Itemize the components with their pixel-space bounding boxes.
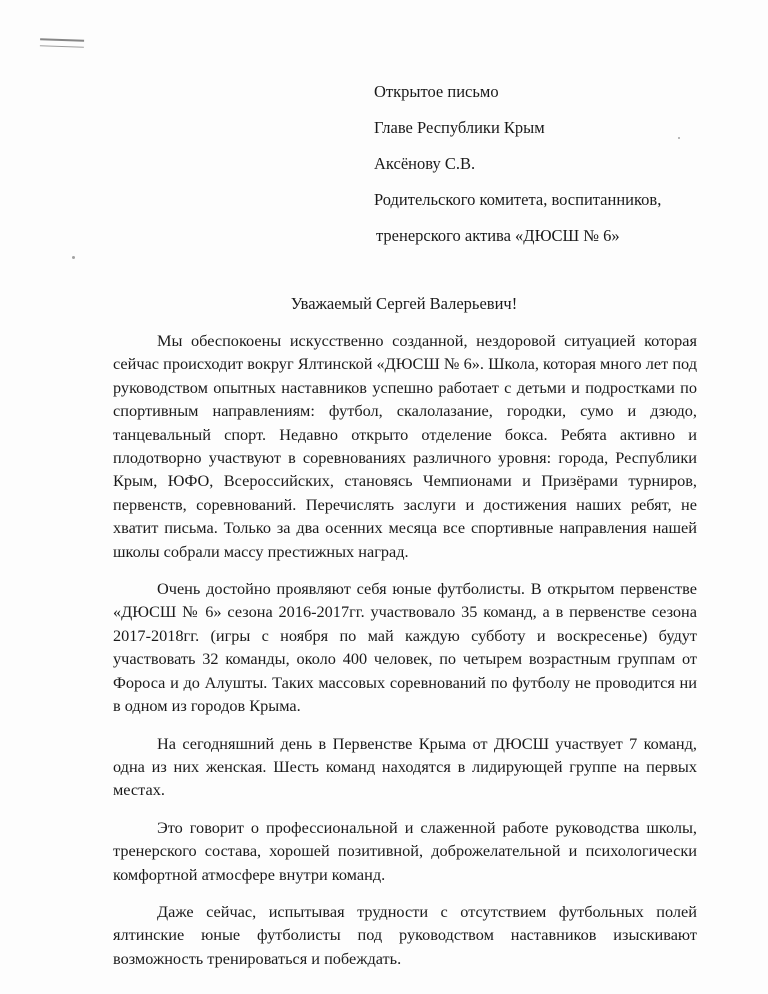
scan-mark bbox=[40, 38, 84, 48]
header-title: Открытое письмо bbox=[374, 82, 499, 101]
letter-body bbox=[113, 329, 697, 984]
paragraph: Очень достойно проявляют себя юные футболисты. В открытом первенстве «ДЮСШ № 6» сезона 2016-2017гг. участвовало 35 команд, а в первенстве сезона 2017-2018гг. (игры с ноября по май каждую субботу и воскресенье) будут участвовать 32 команды, около 400 человек, по четырем возрастным группам от Фороса и до Алушты. Таких массовых соревнований по футболу не проводится ни в одном из городов Крыма. bbox=[113, 579, 697, 716]
salutation: Уважаемый Сергей Валерьевич! bbox=[290, 294, 518, 313]
header-recipient-name: Аксёнову С.В. bbox=[374, 154, 476, 173]
letter-header bbox=[374, 78, 744, 258]
paragraph: На сегодняшний день в Первенстве Крыма от ДЮСШ участвует 7 команд, одна из них женская. Шесть команд находятся в лидирующей группе на первых местах. bbox=[113, 733, 697, 800]
header-sender: Родительского комитета, воспитанников, bbox=[374, 190, 662, 209]
paragraph: Даже сейчас, испытывая трудности с отсутствием футбольных полей ялтинские юные футболисты под руководством наставников изыскивают возможность тренироваться и побеждать. bbox=[113, 901, 697, 968]
header-recipient-office: Главе Республики Крым bbox=[374, 118, 545, 137]
paragraph: Мы обеспокоены искусственно созданной, нездоровой ситуацией которая сейчас происходит вокруг Ялтинской «ДЮСШ № 6». Школа, которая много лет под руководством опытных наставников успешно работает с детьми и подростками по спортивным направлениям: футбол, скалолазание, городки, сумо и дзюдо, танцевальный спорт. Недавно открыто отделение бокса. Ребята активно и плодотворно участвуют в соревнованиях различного уровня: города, Республики Крым, ЮФО, Всероссийских, становясь Чемпионами и Призёрами турниров, первенств, соревнований. Перечислять заслуги и достижения наших ребят, не хватит письма. Только за два осенних месяца все спортивные направления нашей школы собрали массу престижных наград. bbox=[113, 331, 697, 561]
scan-speck bbox=[72, 256, 75, 259]
header-sender-cont: тренерского актива «ДЮСШ № 6» bbox=[376, 226, 620, 245]
paragraph: Это говорит о профессиональной и слаженной работе руководства школы, тренерского состава, хорошей позитивной, доброжелательной и психологически комфортной атмосфере внутри команд. bbox=[113, 817, 697, 884]
